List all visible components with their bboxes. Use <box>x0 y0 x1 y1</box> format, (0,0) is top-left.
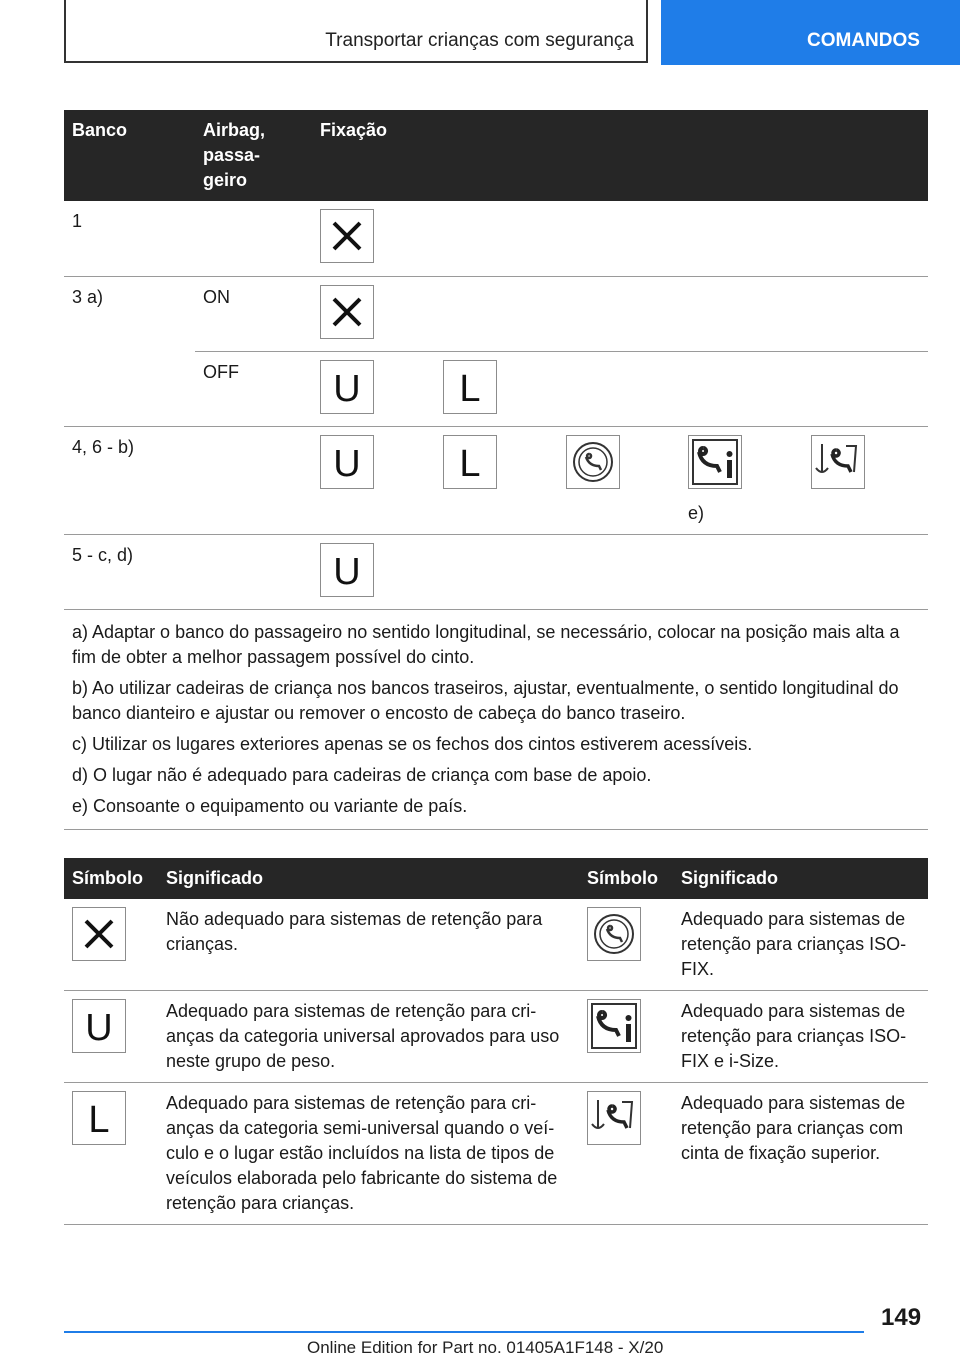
isofix-seat-icon <box>587 907 641 961</box>
symbol-legend-table <box>64 858 928 1225</box>
table-row <box>64 991 928 1083</box>
table-row <box>64 276 928 351</box>
svg-text:L: L <box>459 442 481 485</box>
x-cross-icon <box>320 285 374 339</box>
svg-text:U: U <box>333 442 361 485</box>
letter-u-icon <box>320 543 374 597</box>
airbag-cell <box>195 201 312 276</box>
page-number: 149 <box>881 1304 922 1331</box>
seat-fixation-table <box>64 110 928 830</box>
table-row <box>64 201 928 276</box>
footnote-d: d) O lugar não é adequado para cadeiras de criança com base de apoio. <box>72 764 652 785</box>
isize-seat-icon <box>688 435 742 489</box>
letter-l-icon <box>443 435 497 489</box>
seat-cell: 5 - c, d) <box>64 534 195 609</box>
col-header-symbol-2: Símbolo <box>579 858 673 899</box>
letter-l-icon <box>72 1091 126 1145</box>
top-tether-seat-icon <box>587 1091 641 1145</box>
seat-cell: 4, 6 - b) <box>64 426 195 534</box>
table-row <box>64 534 928 609</box>
note-e-label: e) <box>688 502 705 523</box>
x-cross-icon <box>72 907 126 961</box>
isofix-seat-icon <box>566 435 620 489</box>
letter-u-icon <box>72 999 126 1053</box>
meaning-cell: Não adequado para sistemas de retenção para crianças. <box>158 899 579 991</box>
seat-cell: 1 <box>64 201 195 276</box>
table-row <box>64 899 928 991</box>
svg-text:U: U <box>333 367 361 410</box>
x-cross-icon <box>320 209 374 263</box>
meaning-cell: Adequado para sistemas de retenção para cri-anças da categoria universal aprovados para uso neste grupo de peso. <box>158 991 579 1083</box>
meaning-cell: Adequado para sistemas de retenção para crianças ISO-FIX. <box>673 899 928 991</box>
svg-text:U: U <box>333 550 361 593</box>
table-row <box>64 426 928 534</box>
seat-cell: 3 a) <box>64 276 195 426</box>
chapter-title: Transportar crianças com segurança <box>325 30 634 51</box>
section-tab-label: COMANDOS <box>807 30 920 51</box>
col-header-seat: Banco <box>64 110 195 201</box>
top-tether-seat-icon <box>811 435 865 489</box>
section-tab[interactable] <box>661 0 960 65</box>
airbag-cell <box>195 534 312 609</box>
header-box <box>64 0 648 63</box>
meaning-cell: Adequado para sistemas de retenção para crianças ISO-FIX e i-Size. <box>673 991 928 1083</box>
svg-text:L: L <box>459 367 481 410</box>
edition-text: Online Edition for Part no. 01405A1F148 - X/20 <box>307 1338 664 1357</box>
isize-seat-icon <box>587 999 641 1053</box>
footer-rule <box>64 1331 864 1333</box>
meaning-cell: Adequado para sistemas de retenção para crianças com cinta de fixação superior. <box>673 1083 928 1225</box>
col-header-fixation: Fixação <box>312 110 928 201</box>
col-header-meaning-2: Significado <box>673 858 928 899</box>
footnote-b: b) Ao utilizar cadeiras de criança nos bancos traseiros, ajustar, eventualmente, o sentido longitudinal do banco dianteiro e ajustar ou remover o encosto de cabeça do banco traseiro. <box>72 677 899 723</box>
svg-text:U: U <box>85 1007 113 1049</box>
letter-u-icon <box>320 435 374 489</box>
letter-u-icon <box>320 360 374 414</box>
footnote-c: c) Utilizar os lugares exteriores apenas se os fechos dos cintos estiverem acessíveis. <box>72 733 753 754</box>
airbag-cell: ON <box>195 276 312 351</box>
meaning-cell: Adequado para sistemas de retenção para cri-anças da categoria semi-universal quando o veí-culo e o lugar estão incluídos na lista de tipos de veículos elaborada pelo fabricante do sistema de retenção para crianças. <box>158 1083 579 1225</box>
airbag-cell <box>195 426 312 534</box>
svg-text:L: L <box>88 1099 110 1141</box>
col-header-meaning: Significado <box>158 858 579 899</box>
footnote-e: e) Consoante o equipamento ou variante de país. <box>72 795 468 816</box>
table-row <box>64 1083 928 1225</box>
letter-l-icon <box>443 360 497 414</box>
notes-row <box>64 609 928 829</box>
col-header-airbag: Airbag, passa-geiro <box>195 110 312 201</box>
col-header-symbol: Símbolo <box>64 858 158 899</box>
airbag-cell: OFF <box>195 351 312 426</box>
footnote-a: a) Adaptar o banco do passageiro no sentido longitudinal, se necessário, colocar na posição mais alta a fim de obter a melhor passagem possível do cinto. <box>72 621 900 667</box>
